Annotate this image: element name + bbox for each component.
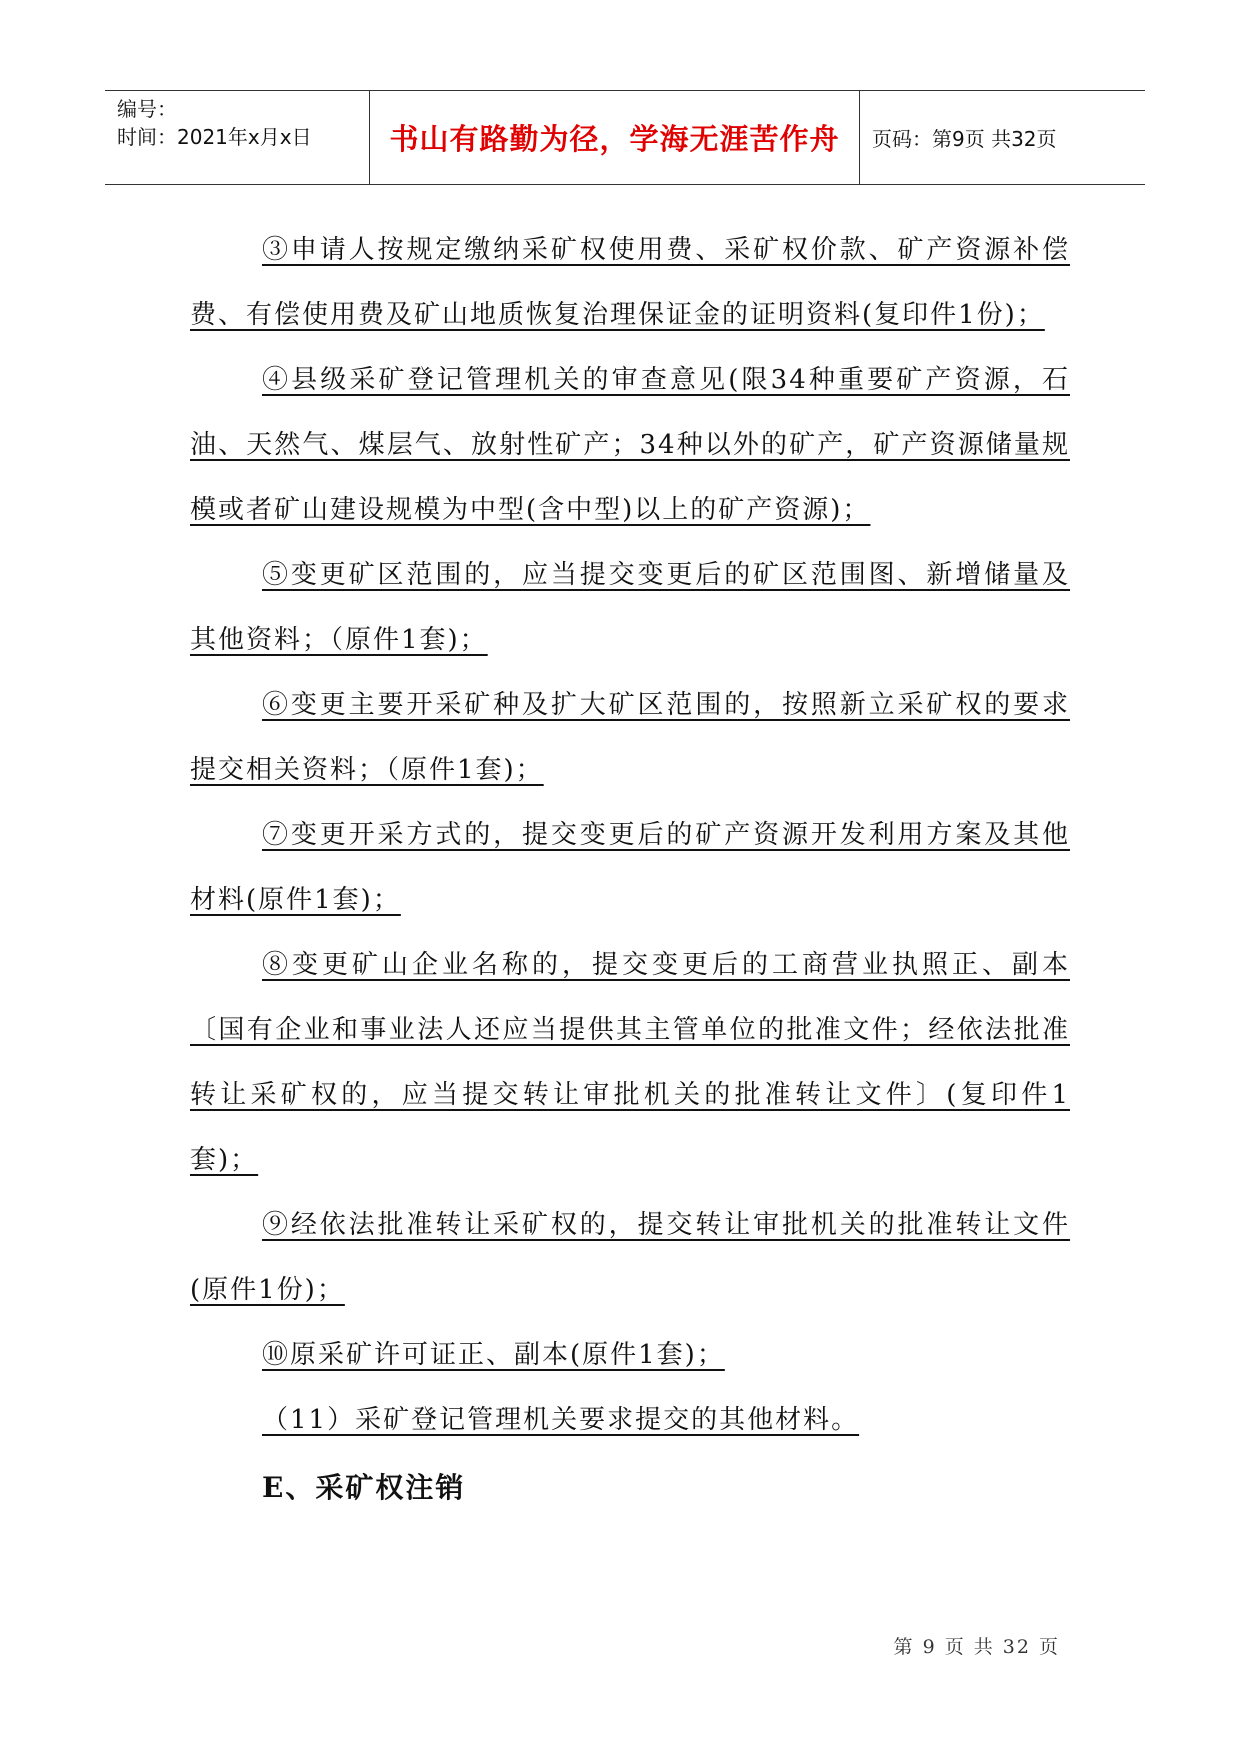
list-item: （11）采矿登记管理机关要求提交的其他材料。 (262, 1405, 860, 1435)
header-page-info: 页码：第9页 共32页 (872, 127, 1057, 151)
list-item: ⑧变更矿山企业名称的，提交变更后的工商营业执照正、副本〔国有企业和事业法人还应当提供其主管单位的批准文件；经依法批准转让采矿权的，应当提交转让审批机关的批准转让文件〕(复印件1套)； (190, 950, 1070, 1175)
list-item: ④县级采矿登记管理机关的审查意见(限34种重要矿产资源，石油、天然气、煤层气、放射性矿产；34种以外的矿产，矿产资源储量规模或者矿山建设规模为中型(含中型)以上的矿产资源)； (190, 365, 1070, 525)
list-item: ⑤变更矿区范围的，应当提交变更后的矿区范围图、新增储量及其他资料；（原件1套)； (190, 560, 1070, 655)
document-number-label: 编号： (117, 97, 177, 121)
section-heading: E、采矿权注销 (262, 1471, 466, 1504)
list-item: ⑨经依法批准转让采矿权的，提交转让审批机关的批准转让文件(原件1份)； (190, 1210, 1070, 1305)
document-body (190, 218, 1070, 1523)
list-item: ⑦变更开采方式的，提交变更后的矿产资源开发利用方案及其他材料(原件1套)； (190, 820, 1070, 915)
list-item: ③申请人按规定缴纳采矿权使用费、采矿权价款、矿产资源补偿费、有偿使用费及矿山地质恢复治理保证金的证明资料(复印件1份)； (190, 235, 1070, 330)
page-header (105, 90, 1145, 185)
header-meta (105, 91, 370, 184)
list-item: ⑩原采矿许可证正、副本(原件1套)； (262, 1340, 725, 1370)
list-item: ⑥变更主要开采矿种及扩大矿区范围的，按照新立采矿权的要求提交相关资料；（原件1套)； (190, 690, 1070, 785)
page-footer: 第 9 页 共 32 页 (893, 1636, 1060, 1658)
document-time: 时间：2021年x月x日 (117, 125, 312, 149)
header-motto: 书山有路勤为径，学海无涯苦作舟 (370, 91, 860, 184)
